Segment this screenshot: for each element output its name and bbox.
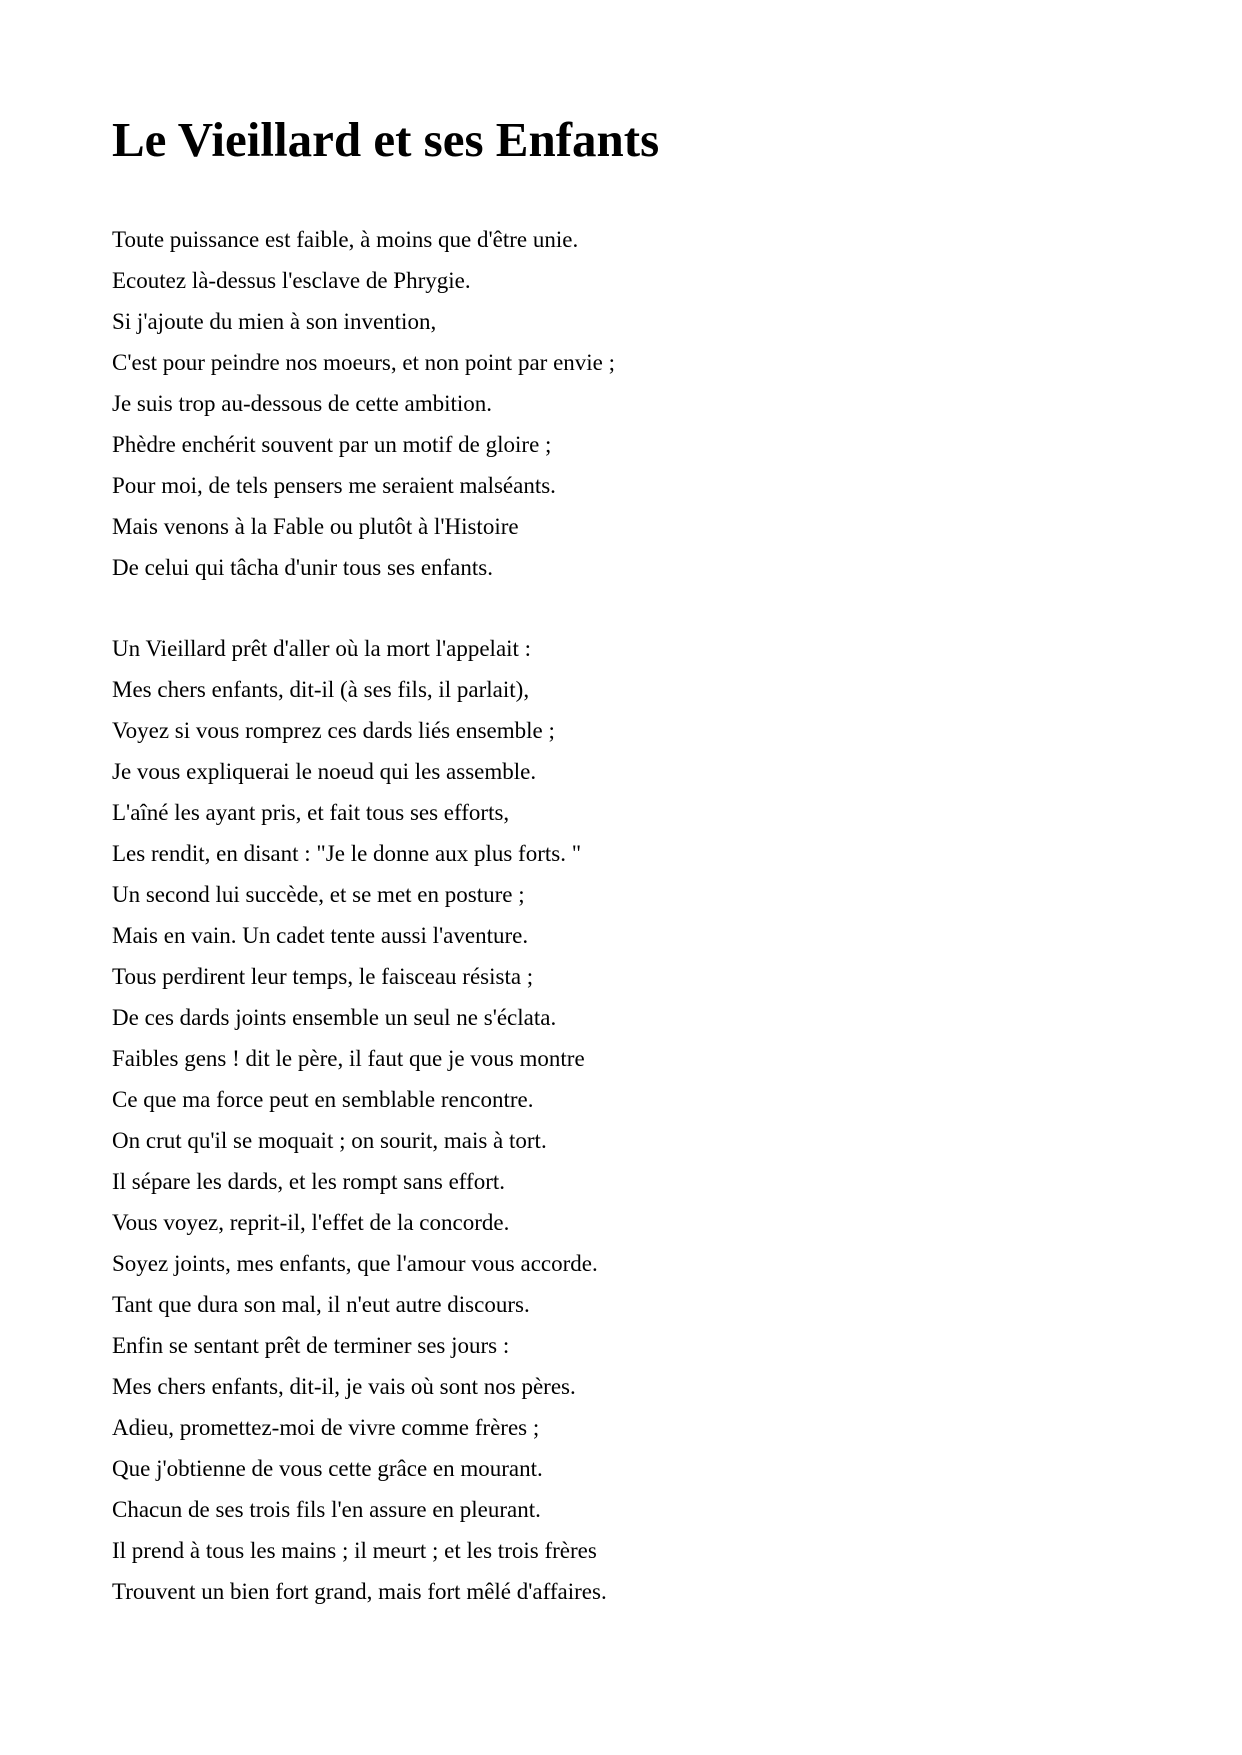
verse-line: Pour moi, de tels pensers me seraient malséants.: [112, 473, 556, 498]
verse-line: C'est pour peindre nos moeurs, et non point par envie ;: [112, 350, 616, 375]
verse-line: Il sépare les dards, et les rompt sans effort.: [112, 1169, 506, 1194]
verse-line: Toute puissance est faible, à moins que d'être unie.: [112, 227, 579, 252]
verse-line: Phèdre enchérit souvent par un motif de gloire ;: [112, 432, 552, 457]
verse-line: De ces dards joints ensemble un seul ne s'éclata.: [112, 1005, 557, 1030]
verse-line: Il prend à tous les mains ; il meurt ; et les trois frères: [112, 1538, 597, 1563]
verse-line: Soyez joints, mes enfants, que l'amour vous accorde.: [112, 1251, 598, 1276]
verse-line: Mais en vain. Un cadet tente aussi l'aventure.: [112, 923, 529, 948]
verse-line: Un Vieillard prêt d'aller où la mort l'appelait :: [112, 636, 532, 661]
verse-line: Je vous expliquerai le noeud qui les assemble.: [112, 759, 537, 784]
verse-line: Tous perdirent leur temps, le faisceau résista ;: [112, 964, 534, 989]
verse-line: Vous voyez, reprit-il, l'effet de la concorde.: [112, 1210, 510, 1235]
verse-line: Mes chers enfants, dit-il, je vais où sont nos pères.: [112, 1374, 576, 1399]
verse-line: Les rendit, en disant : "Je le donne aux plus forts. ": [112, 841, 582, 866]
verse-line: Faibles gens ! dit le père, il faut que je vous montre: [112, 1046, 585, 1071]
verse-line: Que j'obtienne de vous cette grâce en mourant.: [112, 1456, 543, 1481]
verse-line: Voyez si vous romprez ces dards liés ensemble ;: [112, 718, 555, 743]
verse-line: Chacun de ses trois fils l'en assure en pleurant.: [112, 1497, 541, 1522]
verse-line: Ce que ma force peut en semblable rencontre.: [112, 1087, 534, 1112]
verse-line: Mais venons à la Fable ou plutôt à l'Histoire: [112, 514, 519, 539]
verse-line: Ecoutez là-dessus l'esclave de Phrygie.: [112, 268, 471, 293]
verse-line: Trouvent un bien fort grand, mais fort mêlé d'affaires.: [112, 1579, 607, 1604]
verse-line: Enfin se sentant prêt de terminer ses jours :: [112, 1333, 510, 1358]
verse-line: Mes chers enfants, dit-il (à ses fils, il parlait),: [112, 677, 530, 702]
page-title: Le Vieillard et ses Enfants: [112, 112, 660, 167]
verse-line: De celui qui tâcha d'unir tous ses enfants.: [112, 555, 493, 580]
verse-line: Tant que dura son mal, il n'eut autre discours.: [112, 1292, 530, 1317]
verse-line: Si j'ajoute du mien à son invention,: [112, 309, 437, 334]
verse-line: Un second lui succède, et se met en posture ;: [112, 882, 525, 907]
verse-line: On crut qu'il se moquait ; on sourit, mais à tort.: [112, 1128, 547, 1153]
verse-line: Adieu, promettez-moi de vivre comme frères ;: [112, 1415, 540, 1440]
stanza-1: [112, 219, 615, 588]
verse-line: L'aîné les ayant pris, et fait tous ses efforts,: [112, 800, 510, 825]
stanza-2: [112, 628, 607, 1612]
verse-line: Je suis trop au-dessous de cette ambition.: [112, 391, 493, 416]
